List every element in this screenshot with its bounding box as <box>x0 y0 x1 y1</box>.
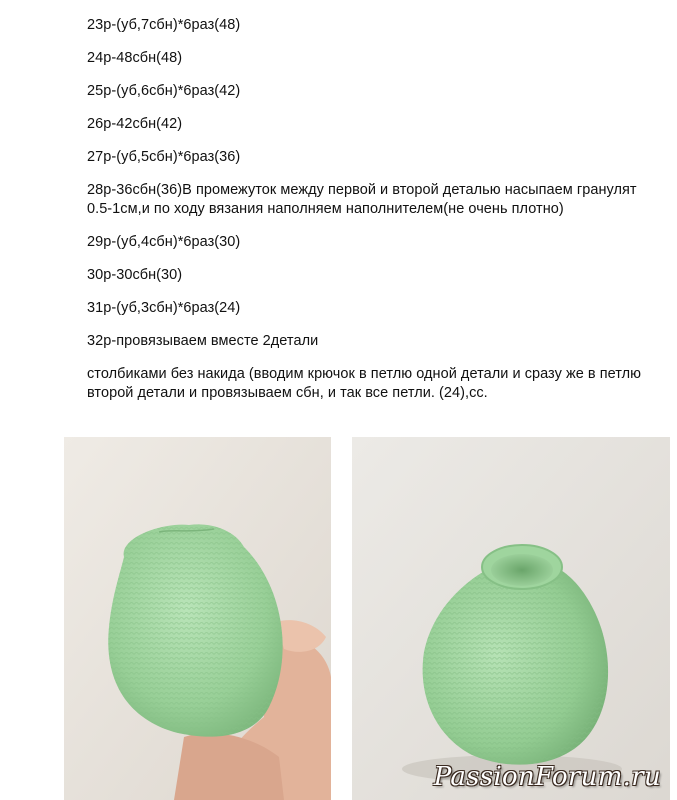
crochet-in-hand-illustration <box>64 437 331 800</box>
row-23: 23р-(уб,7сбн)*6раз(48) <box>87 17 241 33</box>
row-27: 27р-(уб,5сбн)*6раз(36) <box>87 149 241 165</box>
crochet-open-top-illustration <box>352 437 670 800</box>
photo-row <box>64 437 670 800</box>
row-25: 25р-(уб,6сбн)*6раз(42) <box>87 83 241 99</box>
pattern-text <box>87 16 662 417</box>
row-24: 24р-48сбн(48) <box>87 50 183 66</box>
row-31: 31р-(уб,3сбн)*6раз(24) <box>87 300 241 316</box>
row-32: 32р-провязываем вместе 2детали <box>87 333 319 349</box>
row-29: 29р-(уб,4сбн)*6раз(30) <box>87 234 241 250</box>
row-30: 30р-30сбн(30) <box>87 267 183 283</box>
watermark-logo: PassionForum.ru <box>433 762 661 792</box>
row-28: 28р-36сбн(36)В промежуток между первой и второй деталью насыпаем гранулят 0.5-1см,и по ходу вязания наполняем наполнителем(не очень плотно) <box>87 182 637 217</box>
photo-crochet-part-open <box>352 437 670 800</box>
photo-crochet-part-in-hand <box>64 437 331 800</box>
row-26: 26р-42сбн(42) <box>87 116 183 132</box>
row-32-instructions: столбиками без накида (вводим крючок в петлю одной детали и сразу же в петлю второй детали и провязываем сбн, и так все петли. (24),сс. <box>87 366 642 401</box>
